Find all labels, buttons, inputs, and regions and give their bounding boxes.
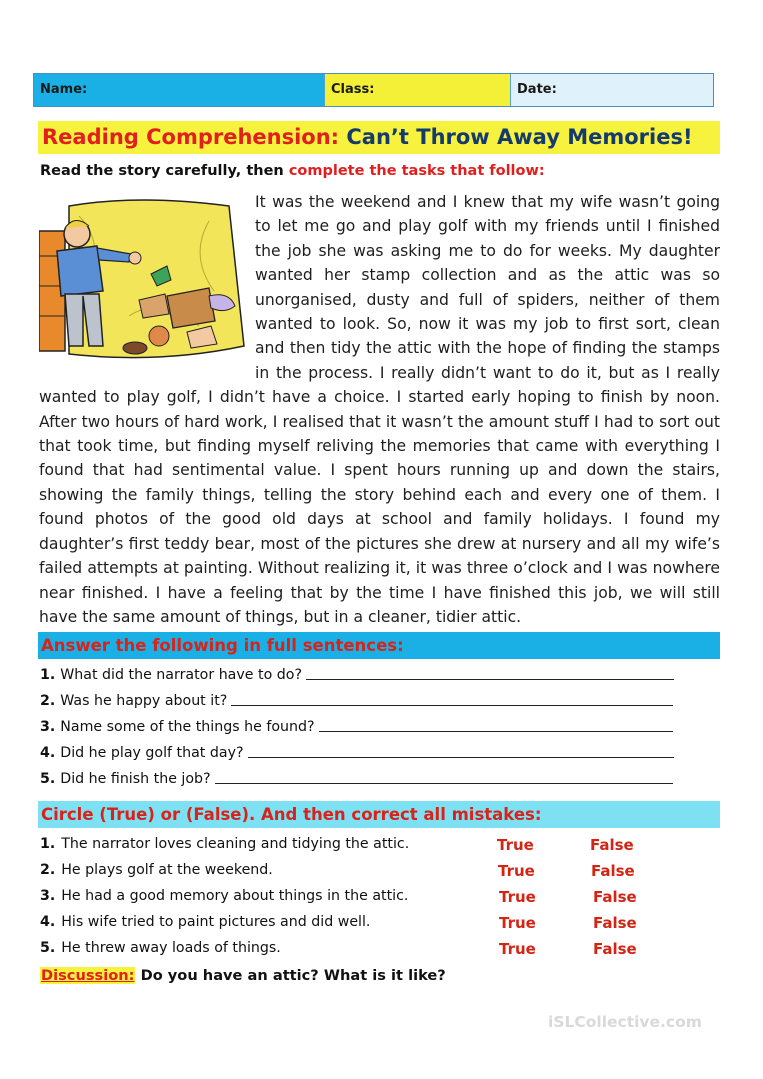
question-text: Did he play golf that day? — [60, 745, 244, 761]
discussion-label: Discussion: — [41, 967, 135, 984]
instructions-part1: Read the story carefully, then — [40, 163, 289, 179]
answer-line[interactable] — [231, 704, 673, 706]
answer-line[interactable] — [215, 782, 673, 784]
question-text: Was he happy about it? — [60, 693, 228, 709]
instructions — [40, 163, 545, 179]
class-field[interactable] — [325, 74, 511, 106]
discussion — [40, 967, 446, 984]
false-option-3[interactable]: False — [593, 888, 637, 906]
question-number: 4. — [40, 745, 56, 761]
answer-line[interactable] — [306, 678, 674, 680]
story-block — [39, 190, 720, 629]
true-option-4[interactable]: True — [499, 914, 536, 932]
false-option-5[interactable]: False — [593, 940, 637, 958]
statement-number: 3. — [40, 888, 56, 904]
story-text: It was the weekend and I knew that my wife wasn’t going to let me go and play golf with my friends until I finished the job she was asking me to do for weeks. My daughter wanted her stamp collection and as the attic was so unorganised, dusty and full of spiders, neither of them wanted to look. So, now it was my job to first sort, clean and then tidy the attic with the hope of finding the stamps in the process. I really didn’t want to do it, but as I really wanted to play golf, I didn’t have a choice. I started early hoping to finish by noon. After two hours of hard work, I realised that it wasn’t the amount stuff I had to sort out that took time, but finding myself reliving the memories that came with everything I found that had sentimental value. I spent hours running up and down the stairs, showing the family things, telling the story behind each and every one of them. I found photos of the good old days at school and family holidays. I found my daughter’s first teddy bear, most of the pictures she drew at nursery and all my wife’s failed attempts at painting. Without realizing it, it was three o’clock and I was nowhere near finished. I have a feeling that by the time I have finished this job, we will still have the same amount of things, but in a cleaner, tidier attic. — [39, 193, 720, 626]
statement-5 — [40, 940, 281, 956]
student-info-bar — [33, 73, 714, 107]
answer-line[interactable] — [248, 756, 674, 758]
statement-number: 5. — [40, 940, 56, 956]
statement-text: He had a good memory about things in the attic. — [61, 888, 409, 904]
question-text: Did he finish the job? — [60, 771, 211, 787]
question-3 — [40, 719, 673, 735]
question-number: 5. — [40, 771, 56, 787]
statement-text: His wife tried to paint pictures and did well. — [61, 914, 371, 930]
section-true-false-heading: Circle (True) or (False). And then correct all mistakes: — [38, 801, 720, 828]
answer-line[interactable] — [319, 730, 673, 732]
true-option-2[interactable]: True — [498, 862, 535, 880]
true-option-3[interactable]: True — [499, 888, 536, 906]
date-field[interactable] — [511, 74, 713, 106]
name-label: Name: — [40, 82, 88, 97]
question-4 — [40, 745, 674, 761]
false-option-4[interactable]: False — [593, 914, 637, 932]
question-text: What did the narrator have to do? — [60, 667, 302, 683]
attic-illustration — [39, 196, 246, 361]
question-number: 2. — [40, 693, 56, 709]
question-number: 3. — [40, 719, 56, 735]
discussion-question: Do you have an attic? What is it like? — [140, 967, 446, 984]
worksheet-title — [38, 121, 720, 154]
statement-text: The narrator loves cleaning and tidying the attic. — [61, 836, 410, 852]
class-label: Class: — [331, 82, 375, 97]
question-text: Name some of the things he found? — [60, 719, 315, 735]
statement-number: 4. — [40, 914, 56, 930]
date-label: Date: — [517, 82, 557, 97]
question-5 — [40, 771, 673, 787]
statement-number: 1. — [40, 836, 56, 852]
true-option-1[interactable]: True — [497, 836, 534, 854]
instructions-part2: complete the tasks that follow: — [288, 163, 545, 179]
false-option-1[interactable]: False — [590, 836, 634, 854]
statement-2 — [40, 862, 273, 878]
statement-text: He plays golf at the weekend. — [61, 862, 273, 878]
true-option-5[interactable]: True — [499, 940, 536, 958]
question-1 — [40, 667, 674, 683]
false-option-2[interactable]: False — [591, 862, 635, 880]
statement-1 — [40, 836, 409, 852]
statement-text: He threw away loads of things. — [61, 940, 281, 956]
site-watermark: iSLCollective.com — [548, 1013, 702, 1031]
statement-4 — [40, 914, 370, 930]
section-full-sentences-heading: Answer the following in full sentences: — [38, 632, 720, 659]
question-number: 1. — [40, 667, 56, 683]
statement-number: 2. — [40, 862, 56, 878]
statement-3 — [40, 888, 408, 904]
name-field[interactable] — [34, 74, 325, 106]
title-prefix: Reading Comprehension: — [42, 125, 340, 149]
title-main: Can’t Throw Away Memories! — [346, 125, 693, 149]
question-2 — [40, 693, 673, 709]
